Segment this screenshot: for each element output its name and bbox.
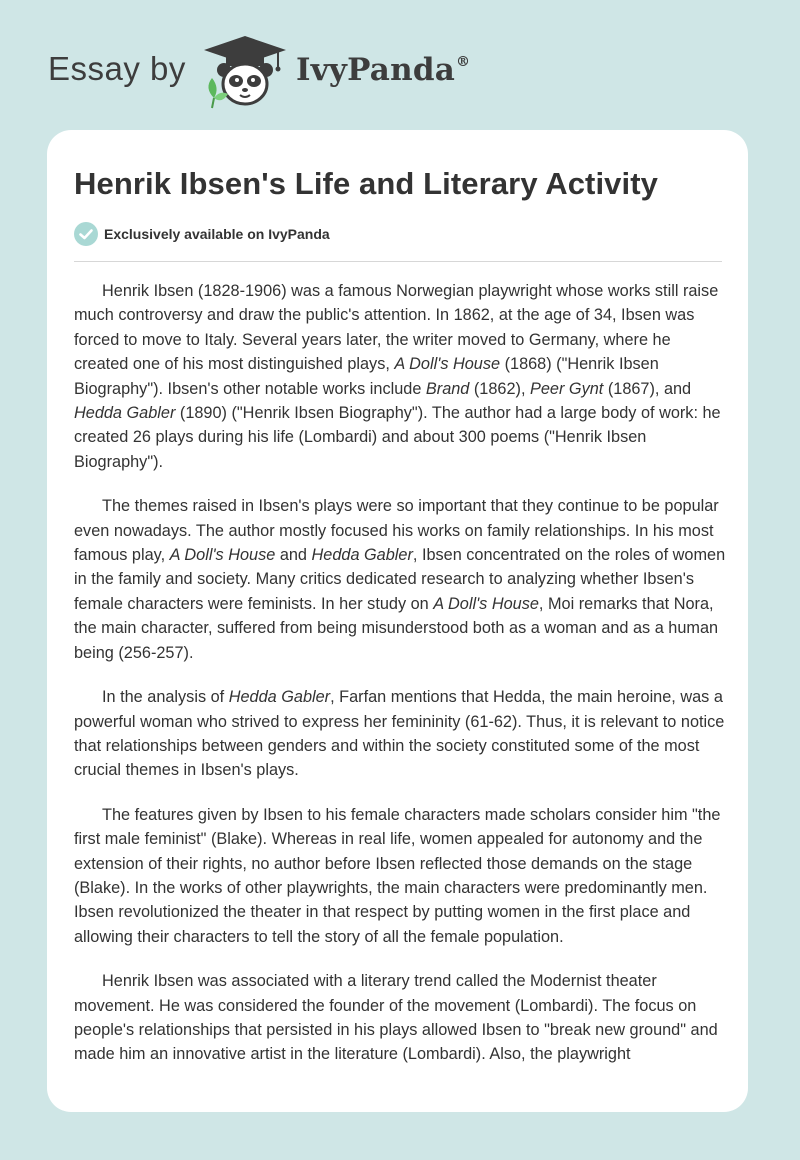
essay-paragraph bbox=[74, 279, 726, 474]
essay-paragraph bbox=[74, 969, 726, 1067]
check-circle-icon bbox=[74, 222, 98, 246]
paragraph-text: , Ibsen concentrated on the roles of women in the family and society. Many critics dedicated research to analyzing whether Ibsen's female characters were feminists. In her study on bbox=[74, 546, 726, 613]
essay-paragraph bbox=[74, 494, 726, 665]
essay-title: Henrik Ibsen's Life and Literary Activity bbox=[74, 166, 659, 201]
registered-mark: ® bbox=[456, 54, 471, 70]
paragraph-text: Henrik Ibsen (1828-1906) was a famous Norwegian playwright whose works still raise much controversy and draw the public's attention. In 1862, at the age of 34, Ibsen was forced to move to Italy. Several years later, the writer moved to Germany, where he created one of his most distinguished plays, bbox=[74, 282, 719, 374]
brand-logo-text[interactable] bbox=[296, 52, 470, 88]
panda-logo-icon[interactable] bbox=[200, 34, 290, 110]
paragraph-text: Henrik Ibsen was associated with a literary trend called the Modernist theater movement. He was considered the founder of the movement (Lombardi). The focus on people's relationships that persisted in his plays allowed Ibsen to "break new ground" and made him an innovative artist in the literature (Lombardi). Also, the playwright bbox=[74, 972, 718, 1064]
essay-card bbox=[47, 130, 748, 1112]
exclusive-badge bbox=[74, 222, 330, 246]
paragraph-text: , Farfan mentions that Hedda, the main heroine, was a powerful woman who strived to express her femininity (61-62). Thus, it is relevant to notice that relationships between genders and within the society constituted some of the most crucial themes in Ibsen's plays. bbox=[74, 688, 725, 780]
italic-title-text: Hedda Gabler bbox=[228, 688, 331, 707]
paragraph-text: , Moi remarks that Nora, the main character, suffered from being misunderstood both as a woman and as a human being (256-257). bbox=[74, 594, 719, 662]
essay-paragraph bbox=[74, 685, 726, 783]
paragraph-text: The themes raised in Ibsen's plays were so important that they continue to be popular even nowadays. The author mostly focused his works on family relationships. In his most famous play, bbox=[74, 497, 719, 565]
paragraph-text: (1868) ("Henrik Ibsen Biography"). Ibsen's other notable works include bbox=[74, 355, 659, 398]
italic-title-text: Hedda Gabler bbox=[311, 546, 413, 565]
essay-body bbox=[74, 279, 726, 1087]
site-header bbox=[0, 0, 800, 130]
paragraph-text: (1890) ("Henrik Ibsen Biography"). The author had a large body of work: he created 26 plays during his life (Lombardi) and about 300 poems ("Henrik Ibsen Biography"). bbox=[74, 404, 721, 471]
italic-title-text: A Doll's House bbox=[169, 546, 276, 565]
paragraph-text: The features given by Ibsen to his female characters made scholars consider him "the first male feminist" (Blake). Whereas in real life, women appealed for autonomy and the extension of their rights, no author before Ibsen reflected those demands on the stage (Blake). In the works of other playwrights, the main characters were predominantly men. Ibsen revolutionized the theater in that respect by putting women in the first place and allowing their characters to tell the story of all the female population. bbox=[74, 805, 721, 946]
paragraph-text: and bbox=[275, 546, 312, 565]
italic-title-text: A Doll's House bbox=[394, 355, 501, 374]
italic-title-text: Peer Gynt bbox=[530, 379, 604, 398]
title-divider bbox=[74, 261, 722, 262]
paragraph-text: (1867), and bbox=[603, 379, 692, 398]
exclusive-badge-label: Exclusively available on IvyPanda bbox=[104, 226, 330, 242]
italic-title-text: A Doll's House bbox=[433, 594, 539, 613]
essay-paragraph bbox=[74, 803, 726, 949]
paragraph-text: In the analysis of bbox=[102, 688, 229, 707]
brand-name: IvyPanda bbox=[296, 52, 455, 88]
essay-by-label: Essay by bbox=[48, 50, 186, 87]
italic-title-text: Brand bbox=[425, 379, 470, 398]
paragraph-text: (1862), bbox=[469, 379, 530, 398]
italic-title-text: Hedda Gabler bbox=[74, 404, 176, 423]
